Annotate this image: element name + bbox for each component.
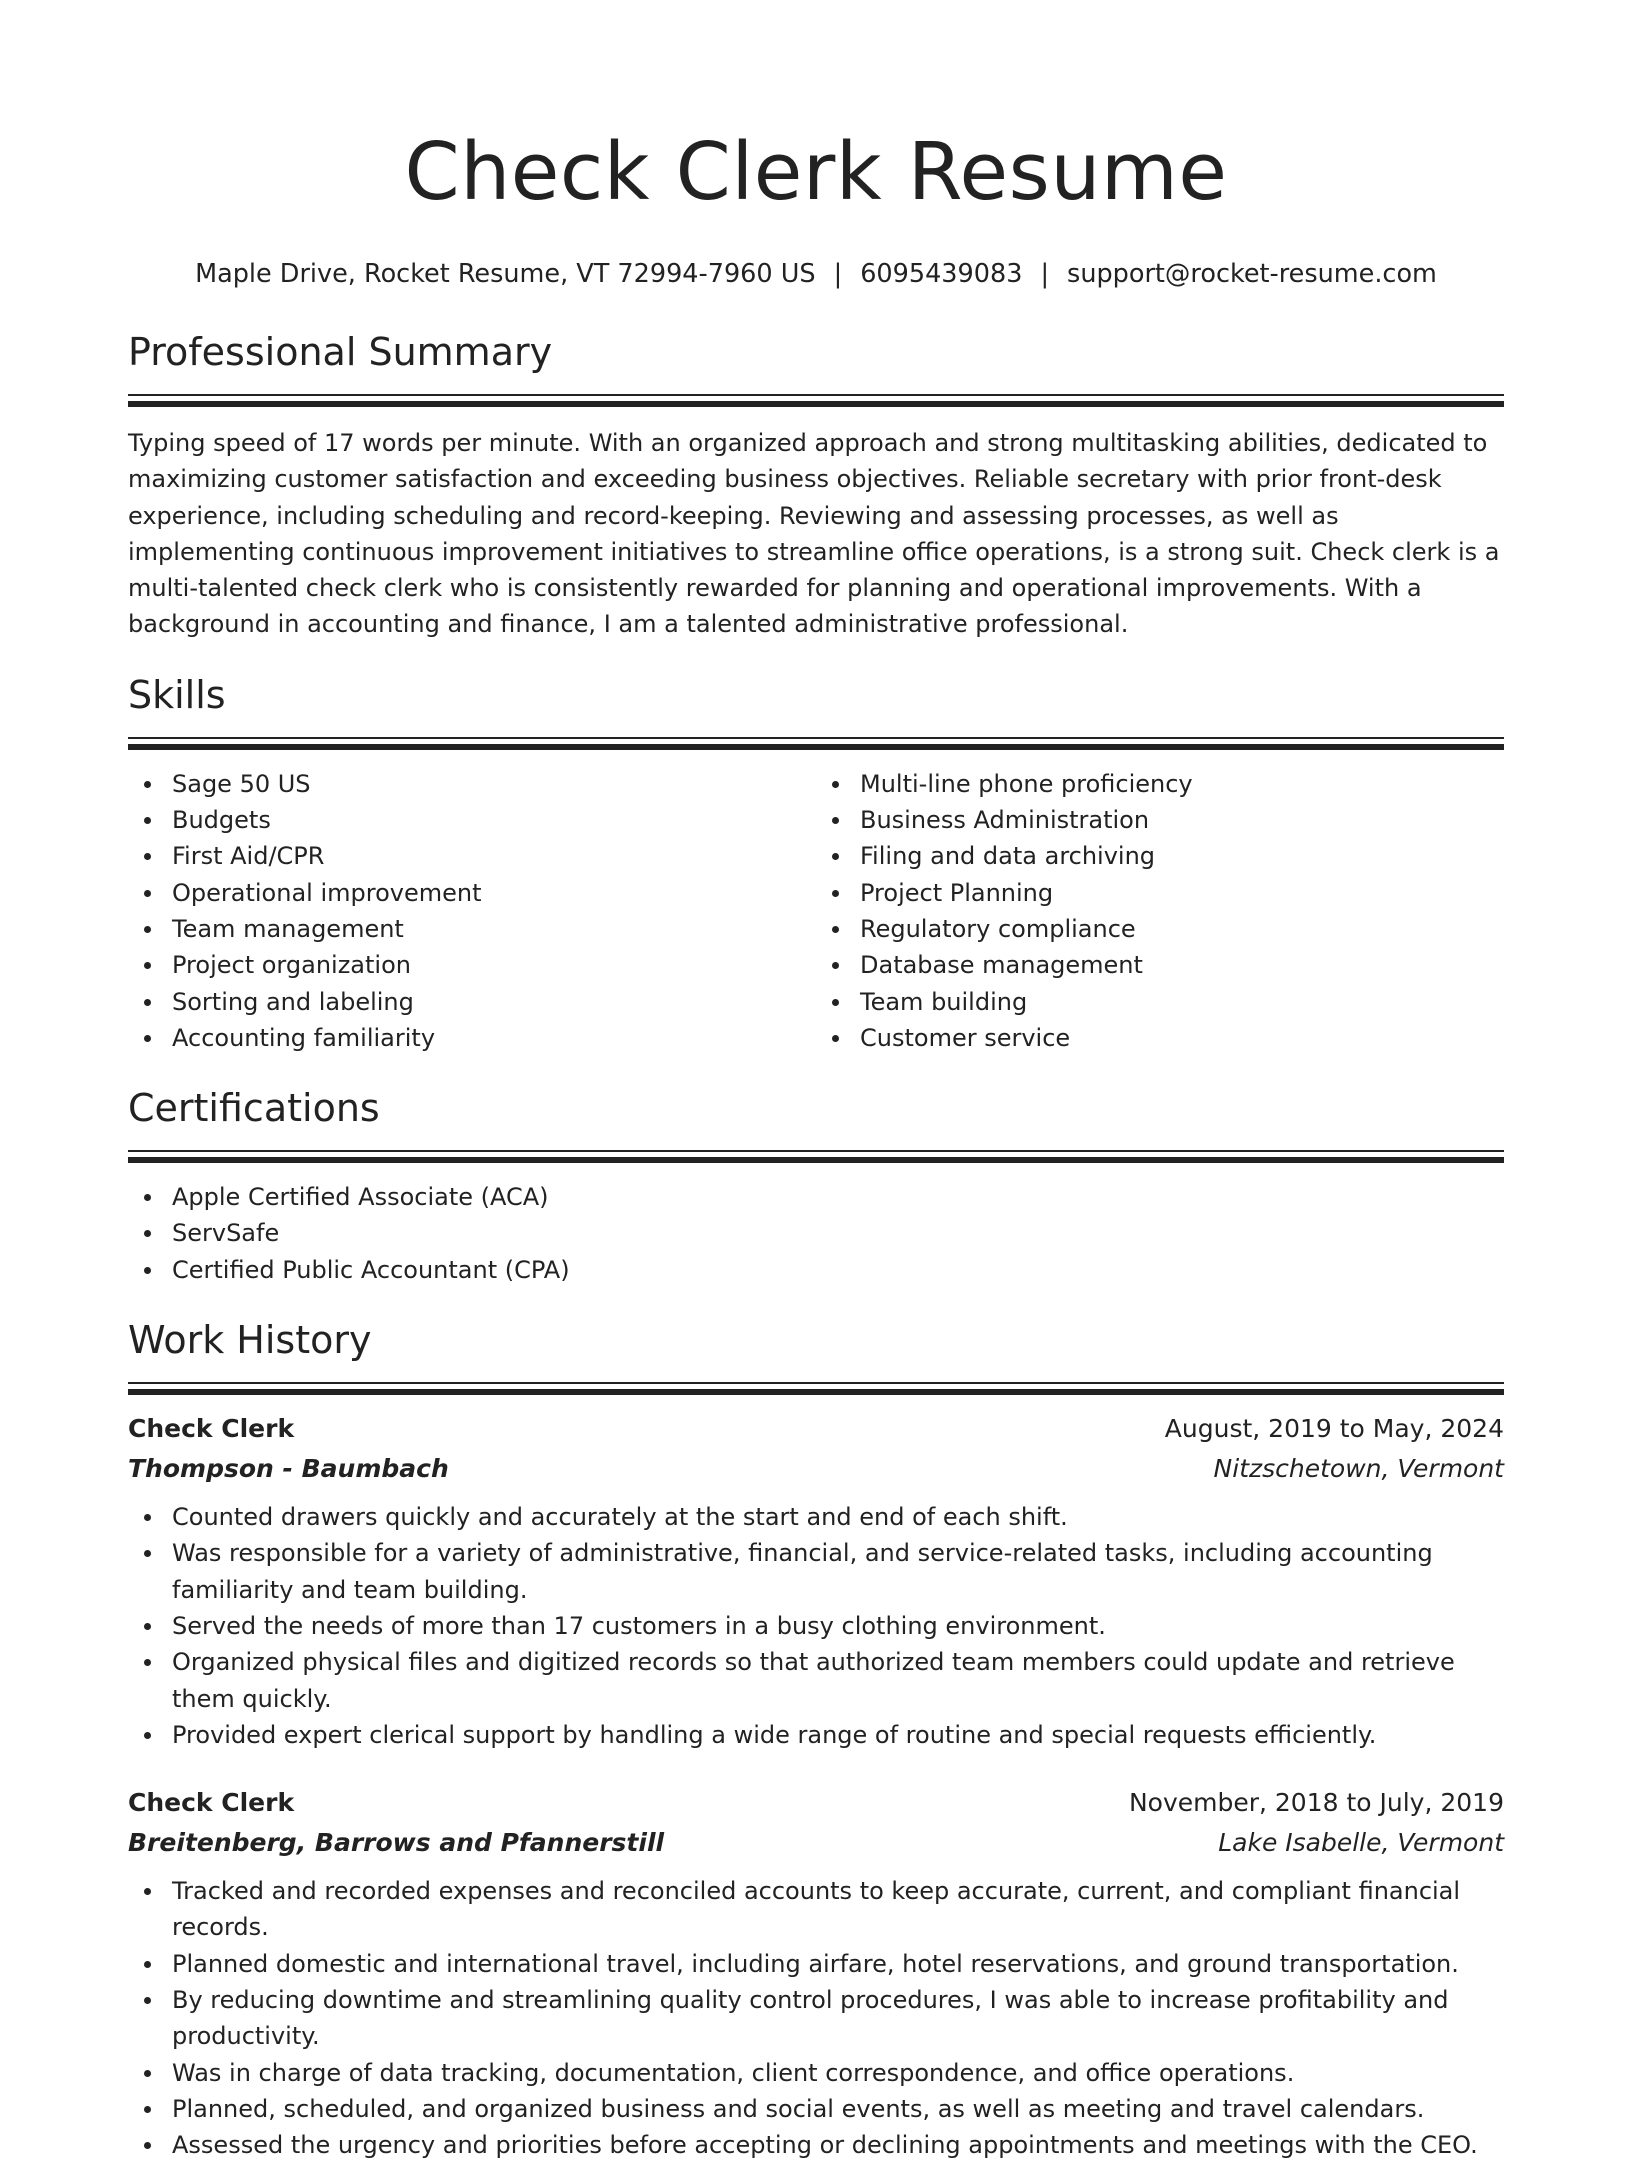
list-item: First Aid/CPR [128, 838, 816, 874]
certifications-section [128, 1082, 1504, 1288]
skills-grid [128, 766, 1504, 1056]
list-item: Planned, scheduled, and organized business and social events, as well as meeting and travel calendars. [128, 2091, 1504, 2127]
contact-separator: | [833, 259, 843, 289]
summary-text: Typing speed of 17 words per minute. With an organized approach and strong multitasking abilities, dedicated to maximizing customer satisfaction and exceeding business objectives. Reliable secretary with prior front-desk experience, including scheduling and record-keeping. Reviewing and assessing processes, as well as implementing continuous improvement initiatives to streamline office operations, is a strong suit. Check clerk is a multi-talented check clerk who is consistently rewarded for planning and operational improvements. With a background in accounting and finance, I am a talented administrative professional. [128, 429, 1500, 639]
list-item: Multi-line phone proficiency [816, 766, 1504, 802]
job-subheader [128, 1449, 1504, 1489]
list-item: Budgets [128, 802, 816, 838]
list-item: Regulatory compliance [816, 911, 1504, 947]
section-divider [128, 394, 1504, 407]
certifications-list [128, 1179, 1504, 1288]
list-item: Operational improvement [128, 875, 816, 911]
contact-line [128, 256, 1504, 292]
list-item: Was responsible for a variety of administrative, financial, and service-related tasks, including accounting familiarity and team building. [128, 1535, 1504, 1608]
job-title: Check Clerk [128, 1788, 295, 1818]
skills-list-left [128, 766, 816, 1056]
section-heading-skills: Skills [128, 672, 226, 717]
list-item: Business Administration [816, 802, 1504, 838]
work-history-section [128, 1314, 1504, 2163]
page-title: Check Clerk Resume [404, 126, 1228, 218]
job-location: Lake Isabelle, Vermont [1218, 1828, 1504, 1858]
job-bullets [128, 1499, 1504, 1753]
job-bullets [128, 1873, 1504, 2163]
list-item: Certified Public Accountant (CPA) [128, 1252, 1504, 1288]
job-company: Thompson - Baumbach [128, 1454, 449, 1484]
job-location: Nitzschetown, Vermont [1213, 1454, 1504, 1484]
list-item: Sorting and labeling [128, 984, 816, 1020]
list-item: Filing and data archiving [816, 838, 1504, 874]
job-title: Check Clerk [128, 1414, 295, 1444]
list-item: Sage 50 US [128, 766, 816, 802]
job-company: Breitenberg, Barrows and Pfannerstill [128, 1828, 665, 1858]
contact-address: Maple Drive, Rocket Resume, VT 72994-7960 US [195, 259, 816, 289]
job-entry [128, 1783, 1504, 2163]
list-item: Apple Certified Associate (ACA) [128, 1179, 1504, 1215]
section-divider [128, 1382, 1504, 1395]
list-item: Project organization [128, 947, 816, 983]
list-item: Was in charge of data tracking, documentation, client correspondence, and office operations. [128, 2055, 1504, 2091]
job-subheader [128, 1823, 1504, 1863]
section-heading-work-history: Work History [128, 1318, 372, 1363]
section-heading-certifications: Certifications [128, 1086, 380, 1131]
list-item: Project Planning [816, 875, 1504, 911]
list-item: Team building [816, 984, 1504, 1020]
section-heading-summary: Professional Summary [128, 330, 553, 374]
list-item: By reducing downtime and streamlining quality control procedures, I was able to increase profitability and productivity. [128, 1982, 1504, 2055]
contact-separator: | [1040, 259, 1050, 289]
list-item: Counted drawers quickly and accurately at the start and end of each shift. [128, 1499, 1504, 1535]
list-item: Team management [128, 911, 816, 947]
job-header [128, 1409, 1504, 1449]
job-dates: November, 2018 to July, 2019 [1128, 1788, 1504, 1818]
job-dates: August, 2019 to May, 2024 [1164, 1414, 1504, 1444]
contact-email: support@rocket-resume.com [1067, 259, 1437, 289]
skills-list-right [816, 766, 1504, 1056]
contact-phone: 6095439083 [860, 259, 1023, 289]
skills-section [128, 669, 1504, 1056]
job-header [128, 1783, 1504, 1823]
section-divider [128, 1150, 1504, 1163]
list-item: Organized physical files and digitized records so that authorized team members could update and retrieve them quickly. [128, 1644, 1504, 1717]
list-item: Served the needs of more than 17 customers in a busy clothing environment. [128, 1608, 1504, 1644]
summary-section [128, 326, 1504, 643]
list-item: Assessed the urgency and priorities before accepting or declining appointments and meetings with the CEO. [128, 2127, 1504, 2163]
list-item: Tracked and recorded expenses and reconciled accounts to keep accurate, current, and compliant financial records. [128, 1873, 1504, 1946]
list-item: ServSafe [128, 1215, 1504, 1251]
list-item: Database management [816, 947, 1504, 983]
list-item: Planned domestic and international travel, including airfare, hotel reservations, and ground transportation. [128, 1946, 1504, 1982]
section-divider [128, 737, 1504, 750]
list-item: Customer service [816, 1020, 1504, 1056]
list-item: Provided expert clerical support by handling a wide range of routine and special requests efficiently. [128, 1717, 1504, 1753]
list-item: Accounting familiarity [128, 1020, 816, 1056]
job-entry [128, 1409, 1504, 1753]
